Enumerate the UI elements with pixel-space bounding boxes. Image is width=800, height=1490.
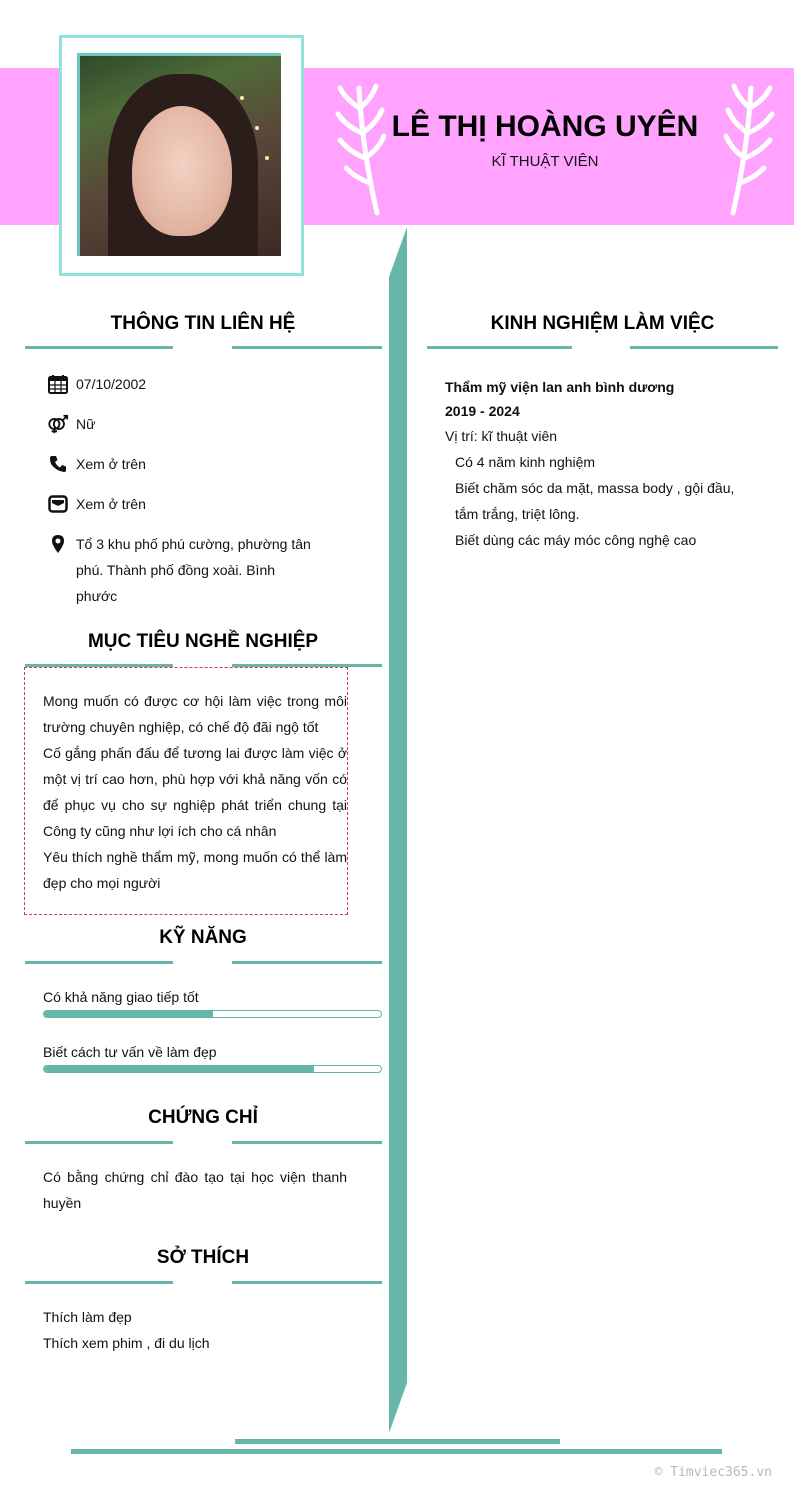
phone-icon: [47, 454, 69, 474]
certificate-text: Có bằng chứng chỉ đào tạo tại học viện thanh huyền: [43, 1169, 347, 1211]
objective-text: [43, 688, 347, 896]
contact-phone: [47, 454, 146, 477]
experience-company: Thẩm mỹ viện lan anh bình dương: [445, 379, 675, 395]
experience-details: [455, 449, 755, 553]
fern-decoration-left-icon: [332, 78, 386, 218]
section-rule: [232, 961, 382, 964]
experience-position: Vị trí: kĩ thuật viên: [445, 428, 558, 444]
skill-label: Có khả năng giao tiếp tốt: [43, 989, 199, 1005]
address-text: Tổ 3 khu phố phú cường, phường tân phú. Thành phố đồng xoài. Bình phước: [76, 536, 311, 604]
fern-decoration-right-icon: [724, 78, 778, 218]
contact-address: [47, 534, 317, 609]
skill-bar: [43, 1010, 382, 1018]
objective-line: Cố gắng phấn đấu để tương lai được làm việc ở một vị trí cao hơn, phù hợp với khả năng vốn có để phục vụ cho sự nghiệp phát triển chung tại Công ty cũng như lợi ích cho cá nhân: [43, 745, 347, 839]
section-rule: [25, 1281, 173, 1284]
calendar-icon: [47, 374, 69, 394]
avatar: [77, 53, 281, 256]
experience-title: KINH NGHIỆM LÀM VIỆC: [490, 313, 715, 334]
section-rule: [25, 1141, 173, 1144]
footer-line: [71, 1449, 722, 1454]
section-rule: [427, 346, 572, 349]
skills-title: KỸ NĂNG: [159, 927, 247, 948]
hobbies-title: SỞ THÍCH: [156, 1247, 250, 1268]
experience-detail: Biết chăm sóc da mặt, massa body , gội đầu, tắm trắng, triệt lông.: [455, 480, 735, 522]
hobby-item: Thích làm đẹp: [43, 1309, 132, 1325]
contact-gender: [47, 414, 95, 437]
email-text: Xem ở trên: [76, 496, 146, 512]
objective-line: Yêu thích nghề thẩm mỹ, mong muốn có thể làm đẹp cho mọi người: [43, 849, 347, 891]
experience-detail: Biết dùng các máy móc công nghệ cao: [455, 532, 697, 548]
experience-detail: Có 4 năm kinh nghiệm: [455, 454, 596, 470]
skill-bar: [43, 1065, 382, 1073]
column-divider: [389, 227, 407, 1433]
hobbies-text: [43, 1304, 347, 1356]
contact-birthday: [47, 374, 146, 397]
hobby-item: Thích xem phim , đi du lịch: [43, 1335, 210, 1351]
section-rule: [232, 1281, 382, 1284]
birthday-text: 07/10/2002: [76, 376, 147, 392]
contact-title: THÔNG TIN LIÊN HỆ: [110, 313, 296, 334]
email-icon: [47, 494, 69, 514]
section-rule: [25, 346, 173, 349]
contact-email: [47, 494, 146, 517]
phone-text: Xem ở trên: [76, 456, 146, 472]
skill-label: Biết cách tư vấn về làm đẹp: [43, 1044, 217, 1060]
section-rule: [630, 346, 778, 349]
gender-text: Nữ: [76, 416, 96, 432]
certificates-title: CHỨNG CHỈ: [148, 1107, 258, 1128]
section-rule: [232, 346, 382, 349]
candidate-role: KĨ THUẬT VIÊN: [491, 153, 599, 170]
section-rule: [232, 1141, 382, 1144]
skill-bar-fill: [44, 1066, 314, 1072]
experience-period: 2019 - 2024: [445, 403, 520, 419]
watermark: © Timviec365.vn: [654, 1465, 772, 1480]
section-rule: [25, 961, 173, 964]
objective-line: Mong muốn có được cơ hội làm việc trong môi trường chuyên nghiệp, có chế độ đãi ngộ tốt: [43, 693, 347, 735]
candidate-name: LÊ THỊ HOÀNG UYÊN: [391, 110, 699, 143]
skill-bar-fill: [44, 1011, 213, 1017]
gender-icon: [47, 414, 69, 434]
location-icon: [47, 534, 69, 554]
objective-title: MỤC TIÊU NGHỀ NGHIỆP: [87, 631, 319, 652]
footer-line: [235, 1439, 560, 1444]
